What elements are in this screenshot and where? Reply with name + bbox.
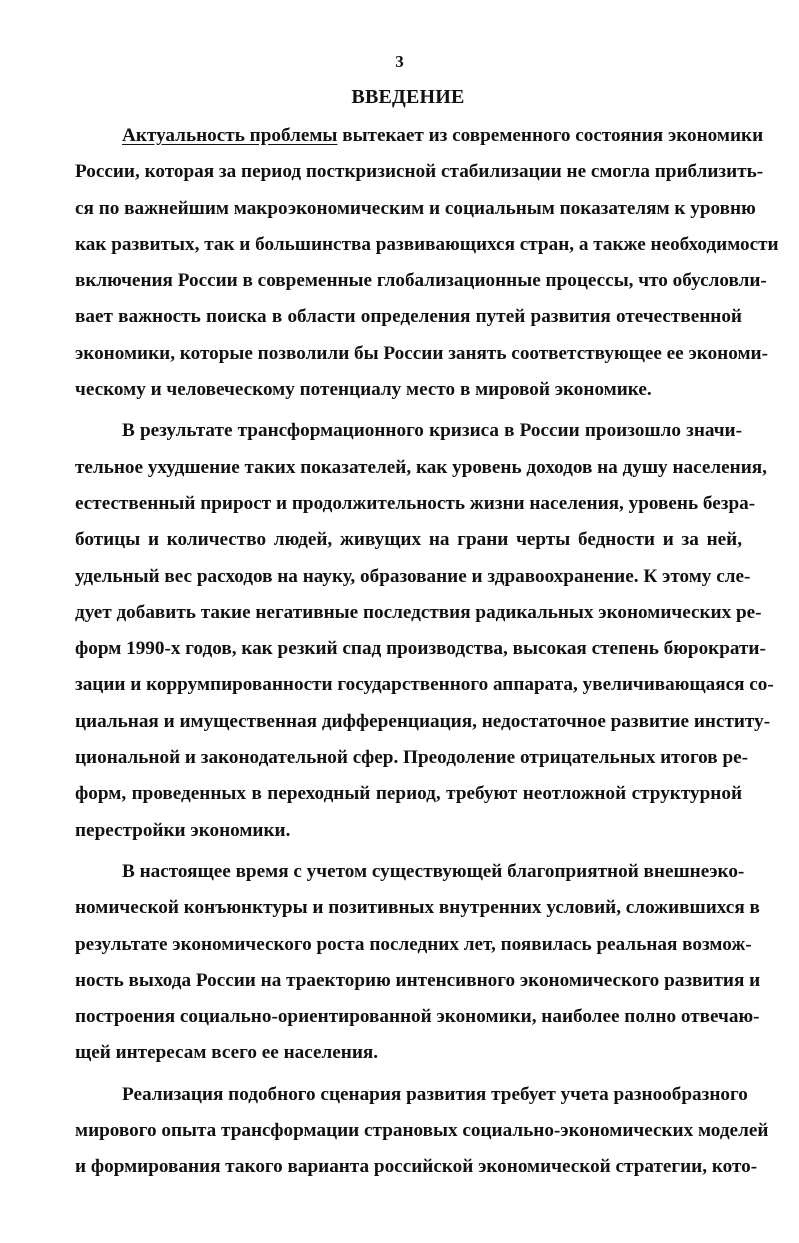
text-line: зации и коррумпированности государственного аппарата, увеличивающаяся со- xyxy=(75,674,774,696)
text-line: В результате трансформационного кризиса в России произошло значи- xyxy=(122,420,742,442)
text-line: тельное ухудшение таких показателей, как уровень доходов на душу населения, xyxy=(75,456,767,478)
text-line: ность выхода России на траекторию интенсивного экономического развития и xyxy=(75,969,761,991)
text-line: циальная и имущественная дифференциация, недостаточное развитие институ- xyxy=(75,710,771,732)
text-line: удельный вес расходов на науку, образование и здравоохранение. К этому сле- xyxy=(75,565,751,587)
text-line: форм 1990-х годов, как резкий спад производства, высокая степень бюрократи- xyxy=(75,638,766,660)
text-line: В настоящее время с учетом существующей благоприятной внешнеэко- xyxy=(122,860,745,882)
text-line: экономики, которые позволили бы России занять соответствующее ее экономи- xyxy=(75,342,768,364)
text-line: Реализация подобного сценария развития требует учета разнообразного xyxy=(122,1083,748,1105)
body-text xyxy=(75,118,779,1186)
underlined-lead-phrase: Актуальность проблемы xyxy=(122,125,338,146)
text-line: России, которая за период посткризисной стабилизации не смогла приблизить- xyxy=(75,161,764,183)
text-line: ботицы и количество людей, живущих на грани черты бедности и за ней, xyxy=(75,529,742,551)
text-line: щей интересам всего ее населения. xyxy=(75,1042,379,1064)
page-number: 3 xyxy=(395,52,404,71)
text-line: ся по важнейшим макроэкономическим и социальным показателям к уровню xyxy=(75,197,756,219)
section-heading: ВВЕДЕНИЕ xyxy=(351,86,465,108)
text-line: номической конъюнктуры и позитивных внутренних условий, сложившихся в xyxy=(75,897,760,919)
paragraph-4 xyxy=(75,1077,769,1186)
text-line: построения социально-ориентированной экономики, наиболее полно отвечаю- xyxy=(75,1006,760,1028)
text-line: циональной и законодательной сфер. Преодоление отрицательных итогов ре- xyxy=(75,747,749,769)
text-line: ческому и человеческому потенциалу место в мировой экономике. xyxy=(75,379,652,401)
text-line: как развитых, так и большинства развивающихся стран, а также необходимости xyxy=(75,233,779,255)
text-line: включения России в современные глобализационные процессы, что обусловли- xyxy=(75,270,767,292)
paragraph-2 xyxy=(75,413,774,849)
text-line: вает важность поиска в области определения путей развития отечественной xyxy=(75,306,742,328)
text-line: перестройки экономики. xyxy=(75,819,291,841)
paragraph-1 xyxy=(75,118,779,408)
text-line: Актуальность проблемы вытекает из современного состояния экономики xyxy=(122,125,764,146)
text-line: форм, проведенных в переходный период, требуют неотложной структурной xyxy=(75,783,742,805)
text-line: дует добавить такие негативные последствия радикальных экономических ре- xyxy=(75,601,762,623)
text-line: естественный прирост и продолжительность жизни населения, уровень безра- xyxy=(75,492,756,514)
text-line: и формирования такого варианта российской экономической стратегии, кото- xyxy=(75,1156,758,1178)
paragraph-3 xyxy=(75,854,761,1072)
text-line: мирового опыта трансформации страновых социально-экономических моделей xyxy=(75,1120,769,1142)
text-line: результате экономического роста последних лет, появилась реальная возмож- xyxy=(75,933,752,955)
